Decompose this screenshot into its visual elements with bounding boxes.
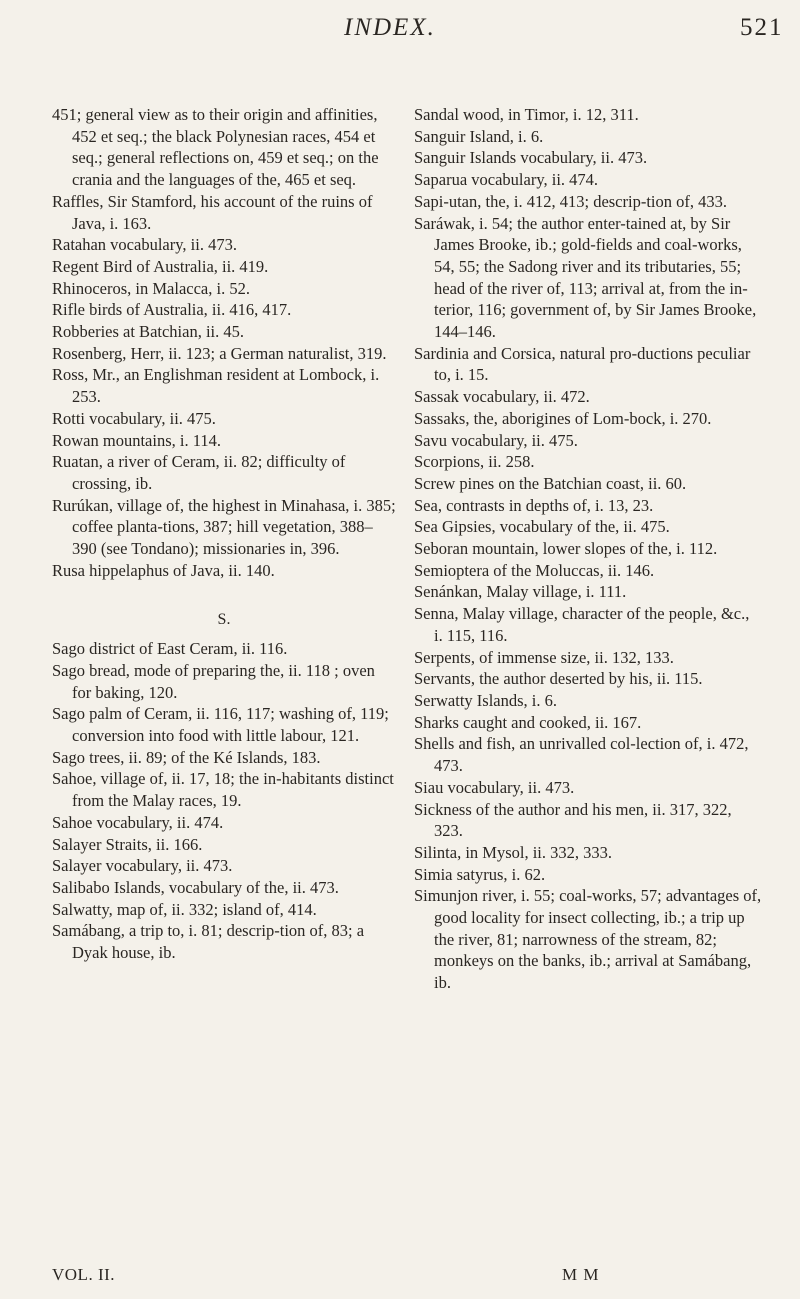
index-entry: Rhinoceros, in Malacca, i. 52.	[52, 278, 250, 298]
index-entry: Semioptera of the Moluccas, ii. 146.	[414, 560, 655, 580]
index-entry: Sassak vocabulary, ii. 472.	[414, 387, 590, 407]
index-entry: Senánkan, Malay village, i. 111.	[414, 582, 627, 602]
index-entry: Sanguir Island, i. 6.	[414, 126, 544, 146]
index-entry: Scorpions, ii. 258.	[414, 452, 535, 472]
volume-label: VOL. II.	[52, 1265, 116, 1284]
index-entry: Servants, the author deserted by his, ii. 115.	[414, 669, 703, 689]
index-entry: Rusa hippelaphus of Java, ii. 140.	[52, 560, 275, 580]
index-entry: Salayer vocabulary, ii. 473.	[52, 856, 233, 876]
index-entry: Sea, contrasts in depths of, i. 13, 23.	[414, 495, 654, 515]
index-entry: Sandal wood, in Timor, i. 12, 311.	[414, 105, 639, 124]
index-entry: Serwatty Islands, i. 6.	[414, 690, 557, 710]
index-entry: Ross, Mr., an Englishman resident at Lombock, i. 253.	[52, 365, 380, 407]
index-entry: Rowan mountains, i. 114.	[52, 430, 221, 450]
index-entry: Ratahan vocabulary, ii. 473.	[52, 235, 237, 255]
index-entry: Ruatan, a river of Ceram, ii. 82; difficulty of crossing, ib.	[52, 452, 346, 493]
index-entry: Savu vocabulary, ii. 475.	[414, 430, 578, 450]
index-column-right	[414, 104, 762, 994]
index-entry: Sago palm of Ceram, ii. 116, 117; washing of, 119; conversion into food with little labour, 121.	[52, 704, 389, 745]
index-entry: 451; general view as to their origin and affinities, 452 et seq.; the black Polynesian races, 454 et seq.; general reflections on, 459 et seq.; on the crania and the languages of the, 465 et seq.	[52, 105, 379, 190]
index-entry: Sahoe vocabulary, ii. 474.	[52, 812, 224, 832]
index-entry: Salwatty, map of, ii. 332; island of, 414.	[52, 899, 317, 919]
index-entry: Sago bread, mode of preparing the, ii. 118 ; oven for baking, 120.	[52, 660, 375, 702]
index-entry: Seboran mountain, lower slopes of the, i. 112.	[414, 539, 718, 559]
index-entry: Simia satyrus, i. 62.	[414, 864, 546, 884]
index-entry: Rifle birds of Australia, ii. 416, 417.	[52, 300, 292, 320]
index-entry: Sapi-utan, the, i. 412, 413; descrip-tion of, 433.	[414, 191, 727, 211]
index-entry: Serpents, of immense size, ii. 132, 133.	[414, 647, 674, 667]
index-entry: Sea Gipsies, vocabulary of the, ii. 475.	[414, 517, 670, 537]
index-entry: Sanguir Islands vocabulary, ii. 473.	[414, 148, 648, 168]
index-entry: Regent Bird of Australia, ii. 419.	[52, 256, 269, 276]
index-entry: Siau vocabulary, ii. 473.	[414, 777, 575, 797]
index-entry: Saparua vocabulary, ii. 474.	[414, 170, 599, 190]
index-entry: Rurúkan, village of, the highest in Minahasa, i. 385; coffee planta-tions, 387; hill vegetation, 388–390 (see Tondano); missionaries in, 396.	[52, 495, 396, 559]
index-entry: Sharks caught and cooked, ii. 167.	[414, 712, 642, 732]
index-entry: Shells and fish, an unrivalled col-lection of, i. 472, 473.	[414, 734, 749, 776]
index-entry: Rotti vocabulary, ii. 475.	[52, 408, 216, 428]
index-entry: Sago district of East Ceram, ii. 116.	[52, 639, 288, 659]
index-entry: Sassaks, the, aborigines of Lom-bock, i. 270.	[414, 408, 712, 428]
signature-mark: M M	[562, 1265, 600, 1284]
index-entry: Sago trees, ii. 89; of the Ké Islands, 183.	[52, 747, 321, 767]
index-entry: Silinta, in Mysol, ii. 332, 333.	[414, 842, 613, 862]
index-entry: Rosenberg, Herr, ii. 123; a German naturalist, 319.	[52, 343, 387, 363]
index-entry: Salayer Straits, ii. 166.	[52, 834, 203, 854]
index-entry: Simunjon river, i. 55; coal-works, 57; advantages of, good locality for insect collecting, ib.; a trip up the river, 81; narrowness of the stream, 82; monkeys on the banks, ib.; arrival at Samábang, ib.	[414, 886, 762, 993]
index-entry: Sickness of the author and his men, ii. 317, 322, 323.	[414, 799, 732, 841]
index-entry: Senna, Malay village, character of the people, &c., i. 115, 116.	[414, 604, 750, 645]
index-entry: Salibabo Islands, vocabulary of the, ii. 473.	[52, 877, 339, 897]
index-entry: Saráwak, i. 54; the author enter-tained at, by Sir James Brooke, ib.; gold-fields and coal-works, 54, 55; the Sadong river and its tributaries, 55; head of the river of, 113; arrival at, from the in-terior, 116; government of, by Sir James Brooke, 144–146.	[414, 213, 757, 342]
running-title: INDEX.	[344, 14, 436, 41]
page-number: 521	[740, 14, 784, 41]
index-entry: Raffles, Sir Stamford, his account of the ruins of Java, i. 163.	[52, 191, 373, 233]
index-entry: Sardinia and Corsica, natural pro-ductions peculiar to, i. 15.	[414, 343, 751, 385]
index-column-left	[52, 104, 396, 964]
index-entry: Robberies at Batchian, ii. 45.	[52, 322, 244, 342]
index-entry: Sahoe, village of, ii. 17, 18; the in-habitants distinct from the Malay races, 19.	[52, 769, 394, 811]
index-entry: Samábang, a trip to, i. 81; descrip-tion of, 83; a Dyak house, ib.	[52, 921, 365, 963]
index-entry: Screw pines on the Batchian coast, ii. 60.	[414, 473, 687, 493]
section-letter: S.	[217, 611, 231, 629]
